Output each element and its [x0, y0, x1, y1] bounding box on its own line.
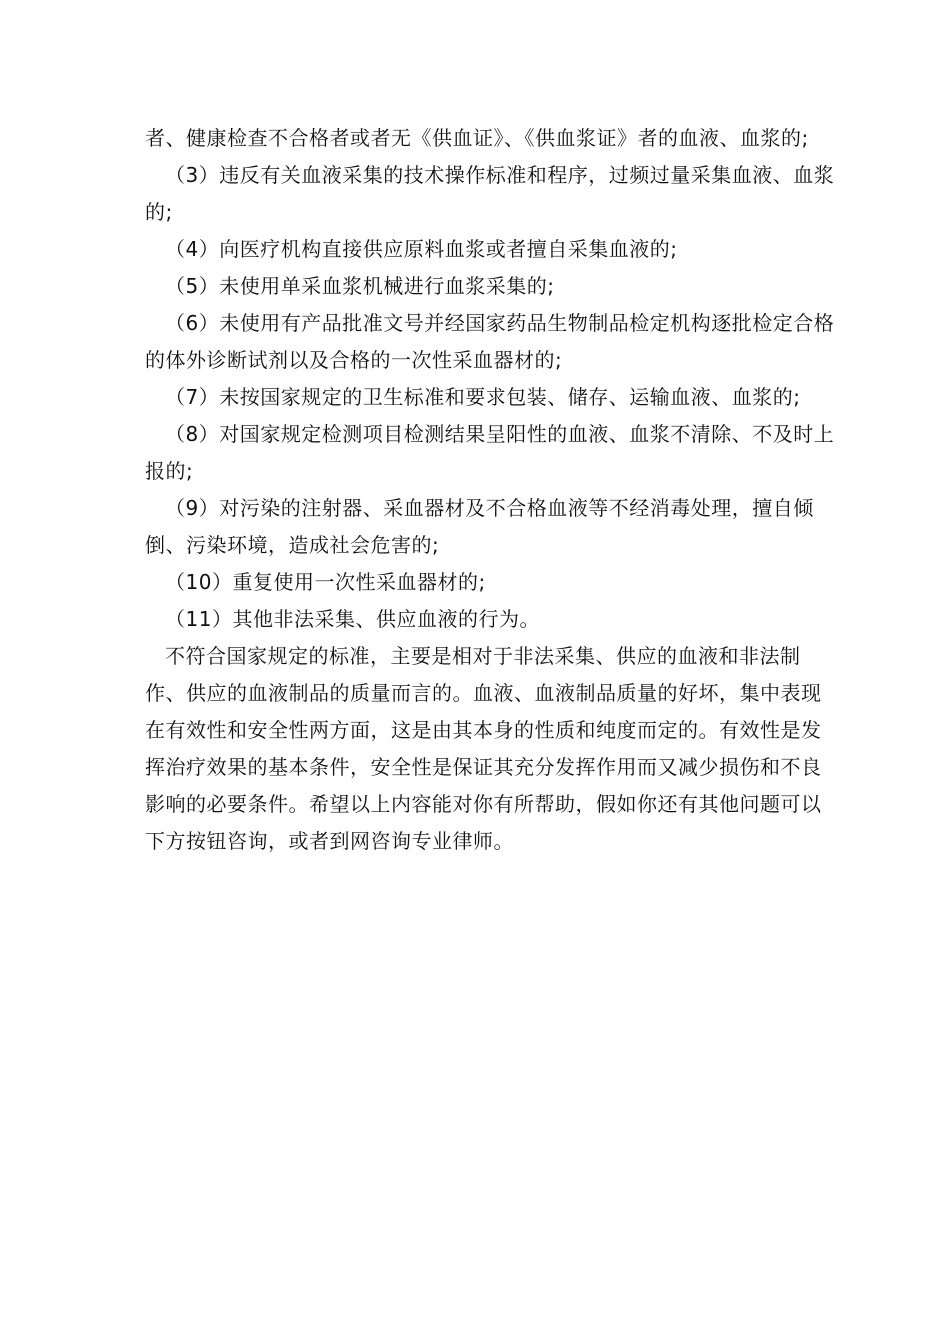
list-item-11: （11）其他非法采集、供应血液的行为。 [165, 607, 540, 631]
list-item-5: （5）未使用单采血浆机械进行血浆采集的; [165, 274, 555, 298]
list-item-7: （7）未按国家规定的卫生标准和要求包装、储存、运输血液、血浆的; [165, 385, 801, 409]
list-item-9: （9）对污染的注射器、采血器材及不合格血液等不经消毒处理，擅自倾倒、污染环境，造成社会危害的; [145, 496, 814, 557]
closing-paragraph: 不符合国家规定的标准，主要是相对于非法采集、供应的血液和非法制作、供应的血液制品的质量而言的。血液、血液制品质量的好坏，集中表现在有效性和安全性两方面，这是由其本身的性质和纯度而定的。有效性是发挥治疗效果的基本条件，安全性是保证其充分发挥作用而又减少损伤和不良影响的必要条件。希望以上内容能对你有所帮助，假如你还有其他问题可以下方按钮咨询，或者到网咨询专业律师。 [145, 644, 822, 853]
document-page [145, 120, 835, 860]
list-item-8: （8）对国家规定检测项目检测结果呈阳性的血液、血浆不清除、不及时上报的; [145, 422, 835, 483]
list-item-3: （3）违反有关血液采集的技术操作标准和程序，过频过量采集血液、血浆的; [145, 163, 835, 224]
list-item-10: （10）重复使用一次性采血器材的; [165, 570, 486, 594]
paragraph-continuation: 者、健康检查不合格者或者无《供血证》、《供血浆证》者的血液、血浆的; [145, 126, 809, 150]
list-item-6: （6）未使用有产品批准文号并经国家药品生物制品检定机构逐批检定合格的体外诊断试剂以及合格的一次性采血器材的; [145, 311, 835, 372]
list-item-4: （4）向医疗机构直接供应原料血浆或者擅自采集血液的; [165, 237, 678, 261]
